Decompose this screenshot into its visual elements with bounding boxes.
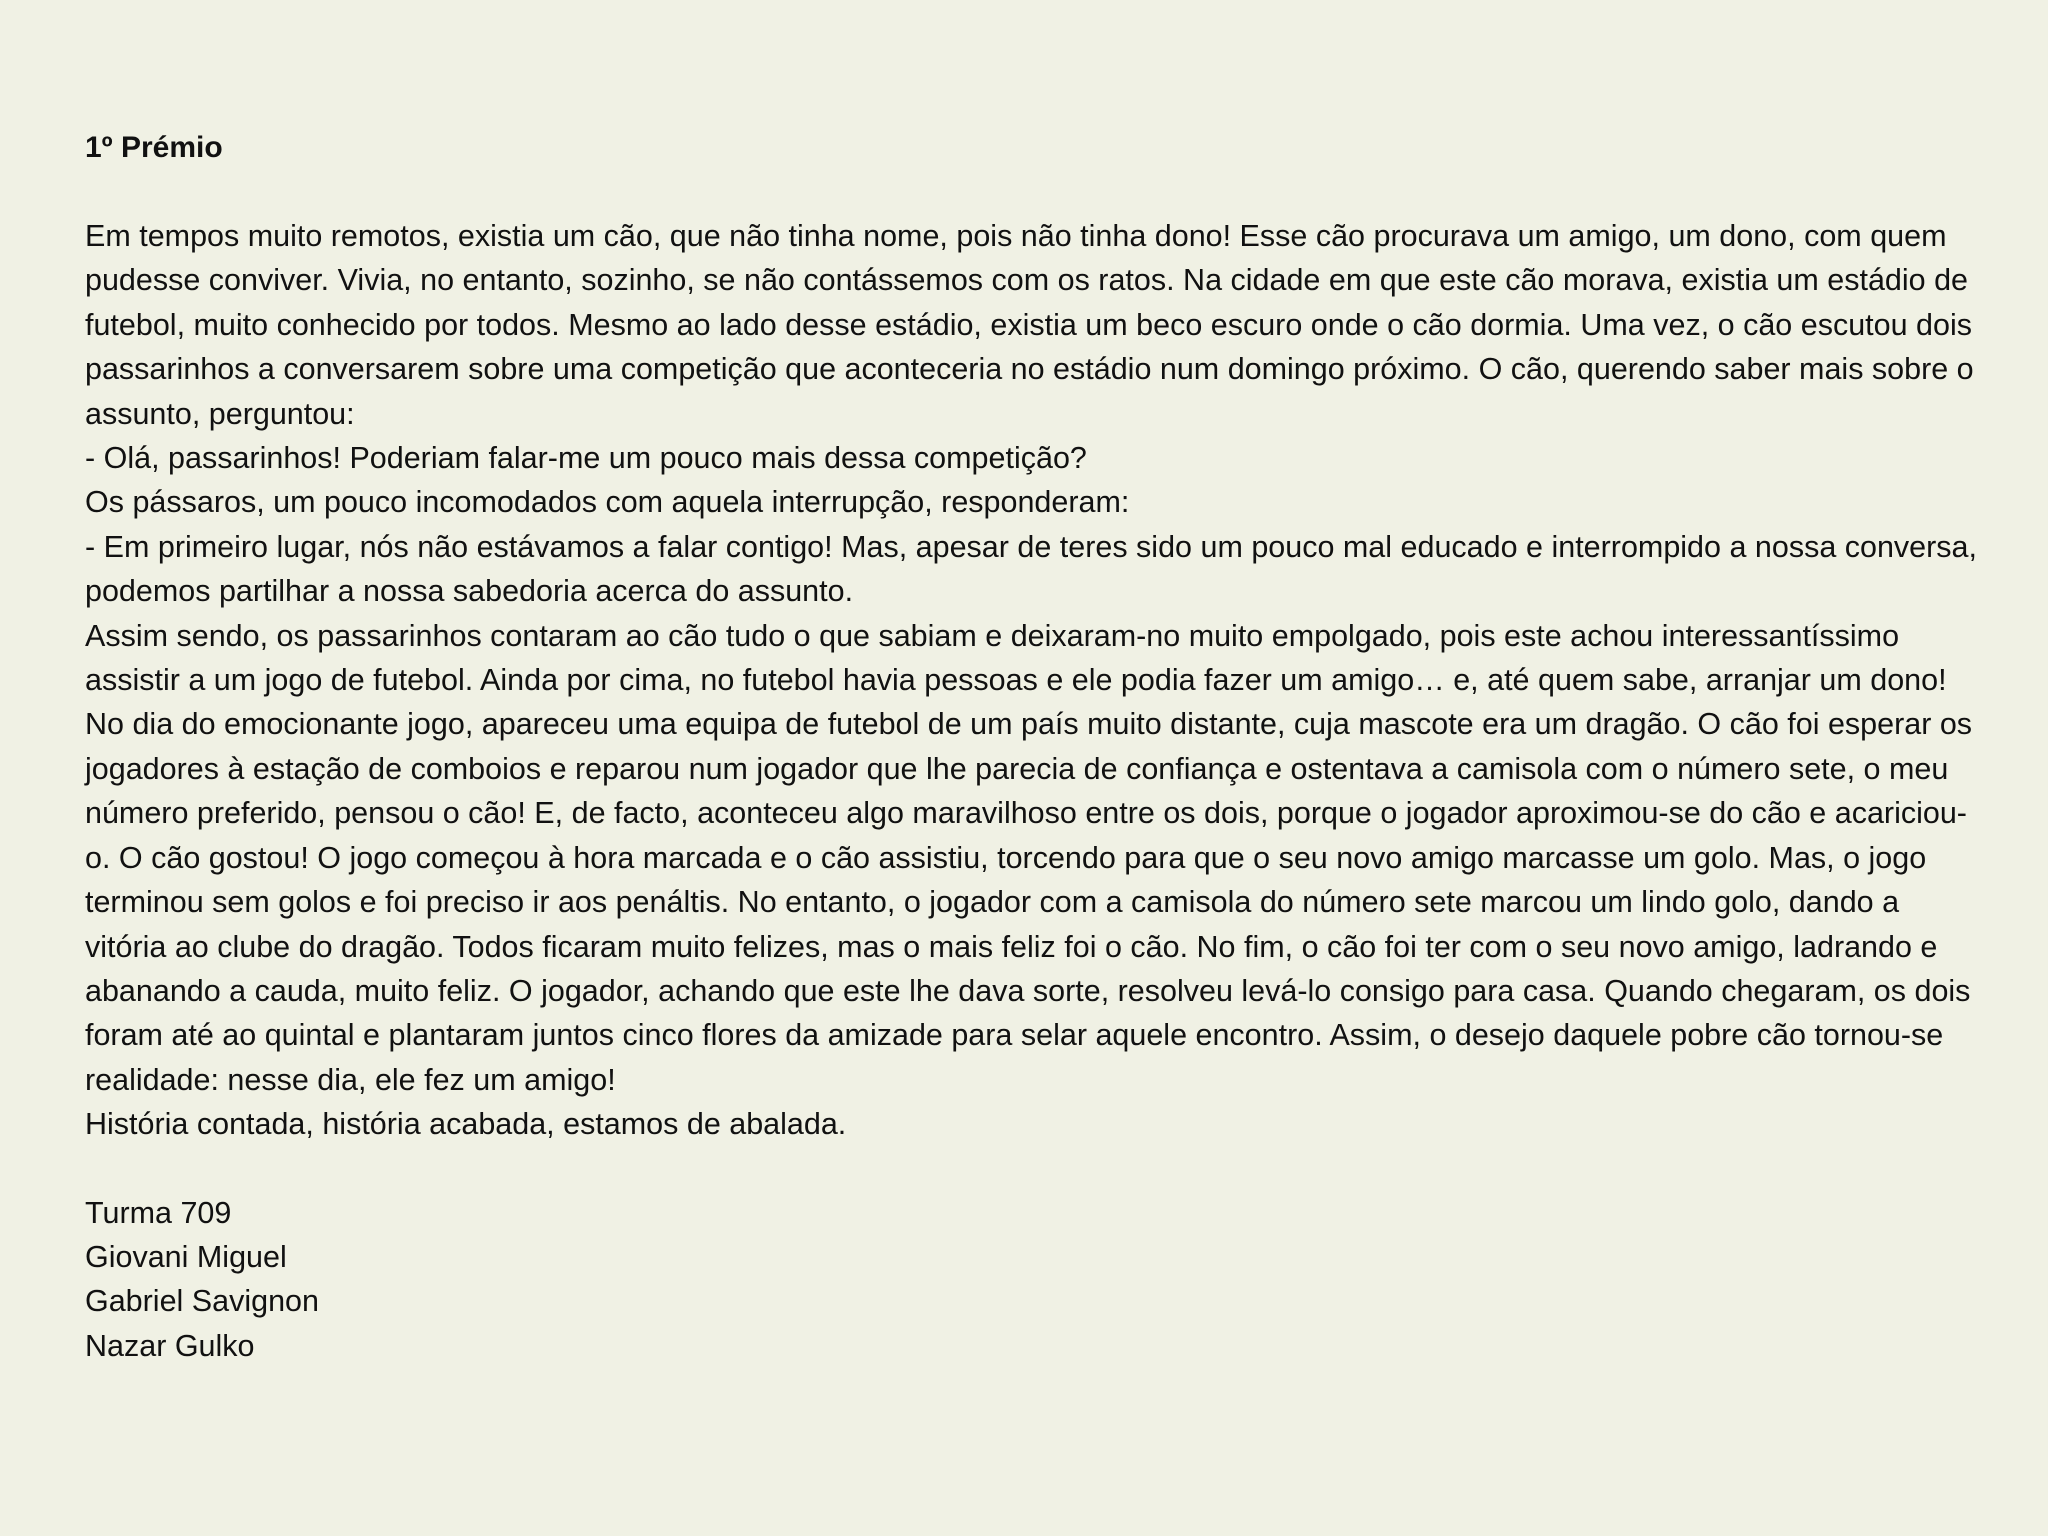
story-body <box>85 214 1988 1147</box>
story-paragraph: Assim sendo, os passarinhos contaram ao cão tudo o que sabiam e deixaram-no muito empolgado, pois este achou interessantíssimo assistir a um jogo de futebol. Ainda por cima, no futebol havia pessoas e ele podia fazer um amigo… e, até quem sabe, arranjar um dono! <box>85 618 1947 698</box>
author-name: Giovani Miguel <box>85 1239 287 1274</box>
signature-block <box>85 1191 1988 1369</box>
story-paragraph: Em tempos muito remotos, existia um cão, que não tinha nome, pois não tinha dono! Esse cão procurava um amigo, um dono, com quem pudesse conviver. Vivia, no entanto, sozinho, se não contássemos com os ratos. Na cidade em que este cão morava, existia um estádio de futebol, muito conhecido por todos. Mesmo ao lado desse estádio, existia um beco escuro onde o cão dormia. Uma vez, o cão escutou dois passarinhos a conversarem sobre uma competição que aconteceria no estádio num domingo próximo. O cão, querendo saber mais sobre o assunto, perguntou: <box>85 219 1974 431</box>
story-paragraph: - Olá, passarinhos! Poderiam falar-me um pouco mais dessa competição? <box>85 441 1087 476</box>
author-name: Gabriel Savignon <box>85 1284 319 1319</box>
document-title: 1º Prémio <box>85 131 223 164</box>
class-name: Turma 709 <box>85 1195 232 1230</box>
story-paragraph: No dia do emocionante jogo, apareceu uma equipa de futebol de um país muito distante, cuja mascote era um dragão. O cão foi esperar os jogadores à estação de comboios e reparou num jogador que lhe parecia de confiança e ostentava a camisola com o número sete, o meu número preferido, pensou o cão! E, de facto, aconteceu algo maravilhoso entre os dois, porque o jogador aproximou-se do cão e acariciou-o. O cão gostou! O jogo começou à hora marcada e o cão assistiu, torcendo para que o seu novo amigo marcasse um golo. Mas, o jogo terminou sem golos e foi preciso ir aos penáltis. No entanto, o jogador com a camisola do número sete marcou um lindo golo, dando a vitória ao clube do dragão. Todos ficaram muito felizes, mas o mais feliz foi o cão. No fim, o cão foi ter com o seu novo amigo, ladrando e abanando a cauda, muito feliz. O jogador, achando que este lhe dava sorte, resolveu levá-lo consigo para casa. Quando chegaram, os dois foram até ao quintal e plantaram juntos cinco flores da amizade para selar aquele encontro. Assim, o desejo daquele pobre cão tornou-se realidade: nesse dia, ele fez um amigo! <box>85 707 1973 1097</box>
story-paragraph: História contada, história acabada, estamos de abalada. <box>85 1107 847 1142</box>
story-paragraph: Os pássaros, um pouco incomodados com aquela interrupção, responderam: <box>85 485 1130 520</box>
story-paragraph: - Em primeiro lugar, nós não estávamos a falar contigo! Mas, apesar de teres sido um pouco mal educado e interrompido a nossa conversa, podemos partilhar a nossa sabedoria acerca do assunto. <box>85 529 1977 609</box>
author-name: Nazar Gulko <box>85 1328 255 1363</box>
